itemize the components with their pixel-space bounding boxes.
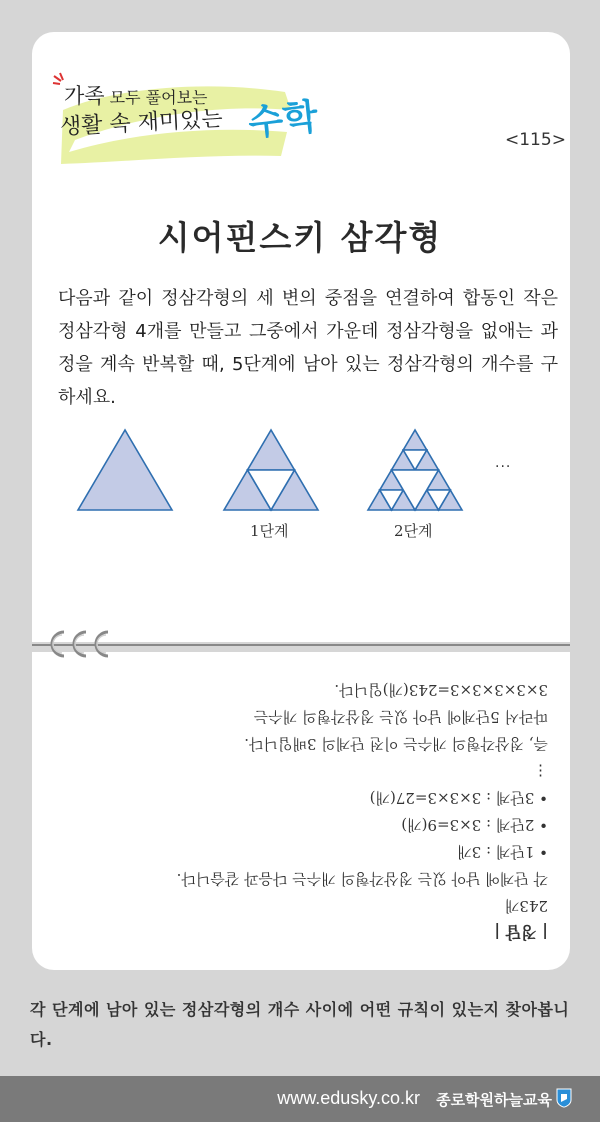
stage1-label: 1단계 xyxy=(250,522,289,540)
answer-line: • 1단계 : 3개 xyxy=(457,843,548,861)
filled-triangle xyxy=(78,430,172,510)
filled-triangle xyxy=(248,430,295,470)
brand-logo-icon xyxy=(556,1088,572,1108)
footer-url-link[interactable]: www.edusky.co.kr xyxy=(277,1088,420,1108)
answer-value: 243개 xyxy=(504,897,548,915)
answer-section xyxy=(32,652,570,970)
answer-line: 즉, 정삼각형의 개수는 이전 단계의 3배입니다. xyxy=(244,735,548,753)
answer-heading: | 정답 | xyxy=(494,923,548,942)
filled-triangle xyxy=(403,430,427,450)
logo-math: 수학 xyxy=(246,96,320,145)
footer-bar xyxy=(0,1076,600,1122)
answer-line: • 2단계 : 3×3=9(개) xyxy=(401,816,548,834)
answer-line: 각 단계에 남아 있는 정삼각형의 개수는 다음과 같습니다. xyxy=(176,870,548,888)
problem-title: 시어핀스키 삼각형 xyxy=(157,218,443,257)
triangle-stage-2 xyxy=(366,428,464,512)
stage2-label: 2단계 xyxy=(394,522,433,540)
answer-line: 3×3×3×3×3=243(개)입니다. xyxy=(334,681,548,699)
triangle-stage-1 xyxy=(222,428,320,512)
problem-text: 다음과 같이 정삼각형의 세 변의 중점을 연결하여 합동인 작은 정삼각형 4개를 만들고 그중에서 가운데 정삼각형을 없애는 과정을 계속 반복할 때, 5단계에 남아 있는 정삼각형의 개수를 구하세요. xyxy=(58,288,558,408)
hint-text: 각 단계에 남아 있는 정삼각형의 개수 사이에 어떤 규칙이 있는지 찾아봅니다. xyxy=(30,1000,570,1049)
logo-tagline-rest: 모두 풀어보는 xyxy=(104,88,208,107)
issue-number: <115> xyxy=(505,130,566,150)
logo-family: 가족 xyxy=(64,84,105,108)
footer-brand: 종로학원하늘교육 xyxy=(436,1091,552,1109)
continuation-dots: ... xyxy=(495,455,512,471)
answer-line: • 3단계 : 3×3×3=27(개) xyxy=(369,789,548,807)
answer-line: 따라서 5단계에 남아 있는 정삼각형의 개수는 xyxy=(253,708,548,726)
logo-subtitle: 생활 속 재미있는 xyxy=(59,106,224,140)
answer-line: ⋮ xyxy=(533,762,548,780)
triangle-stage-0 xyxy=(76,428,174,512)
